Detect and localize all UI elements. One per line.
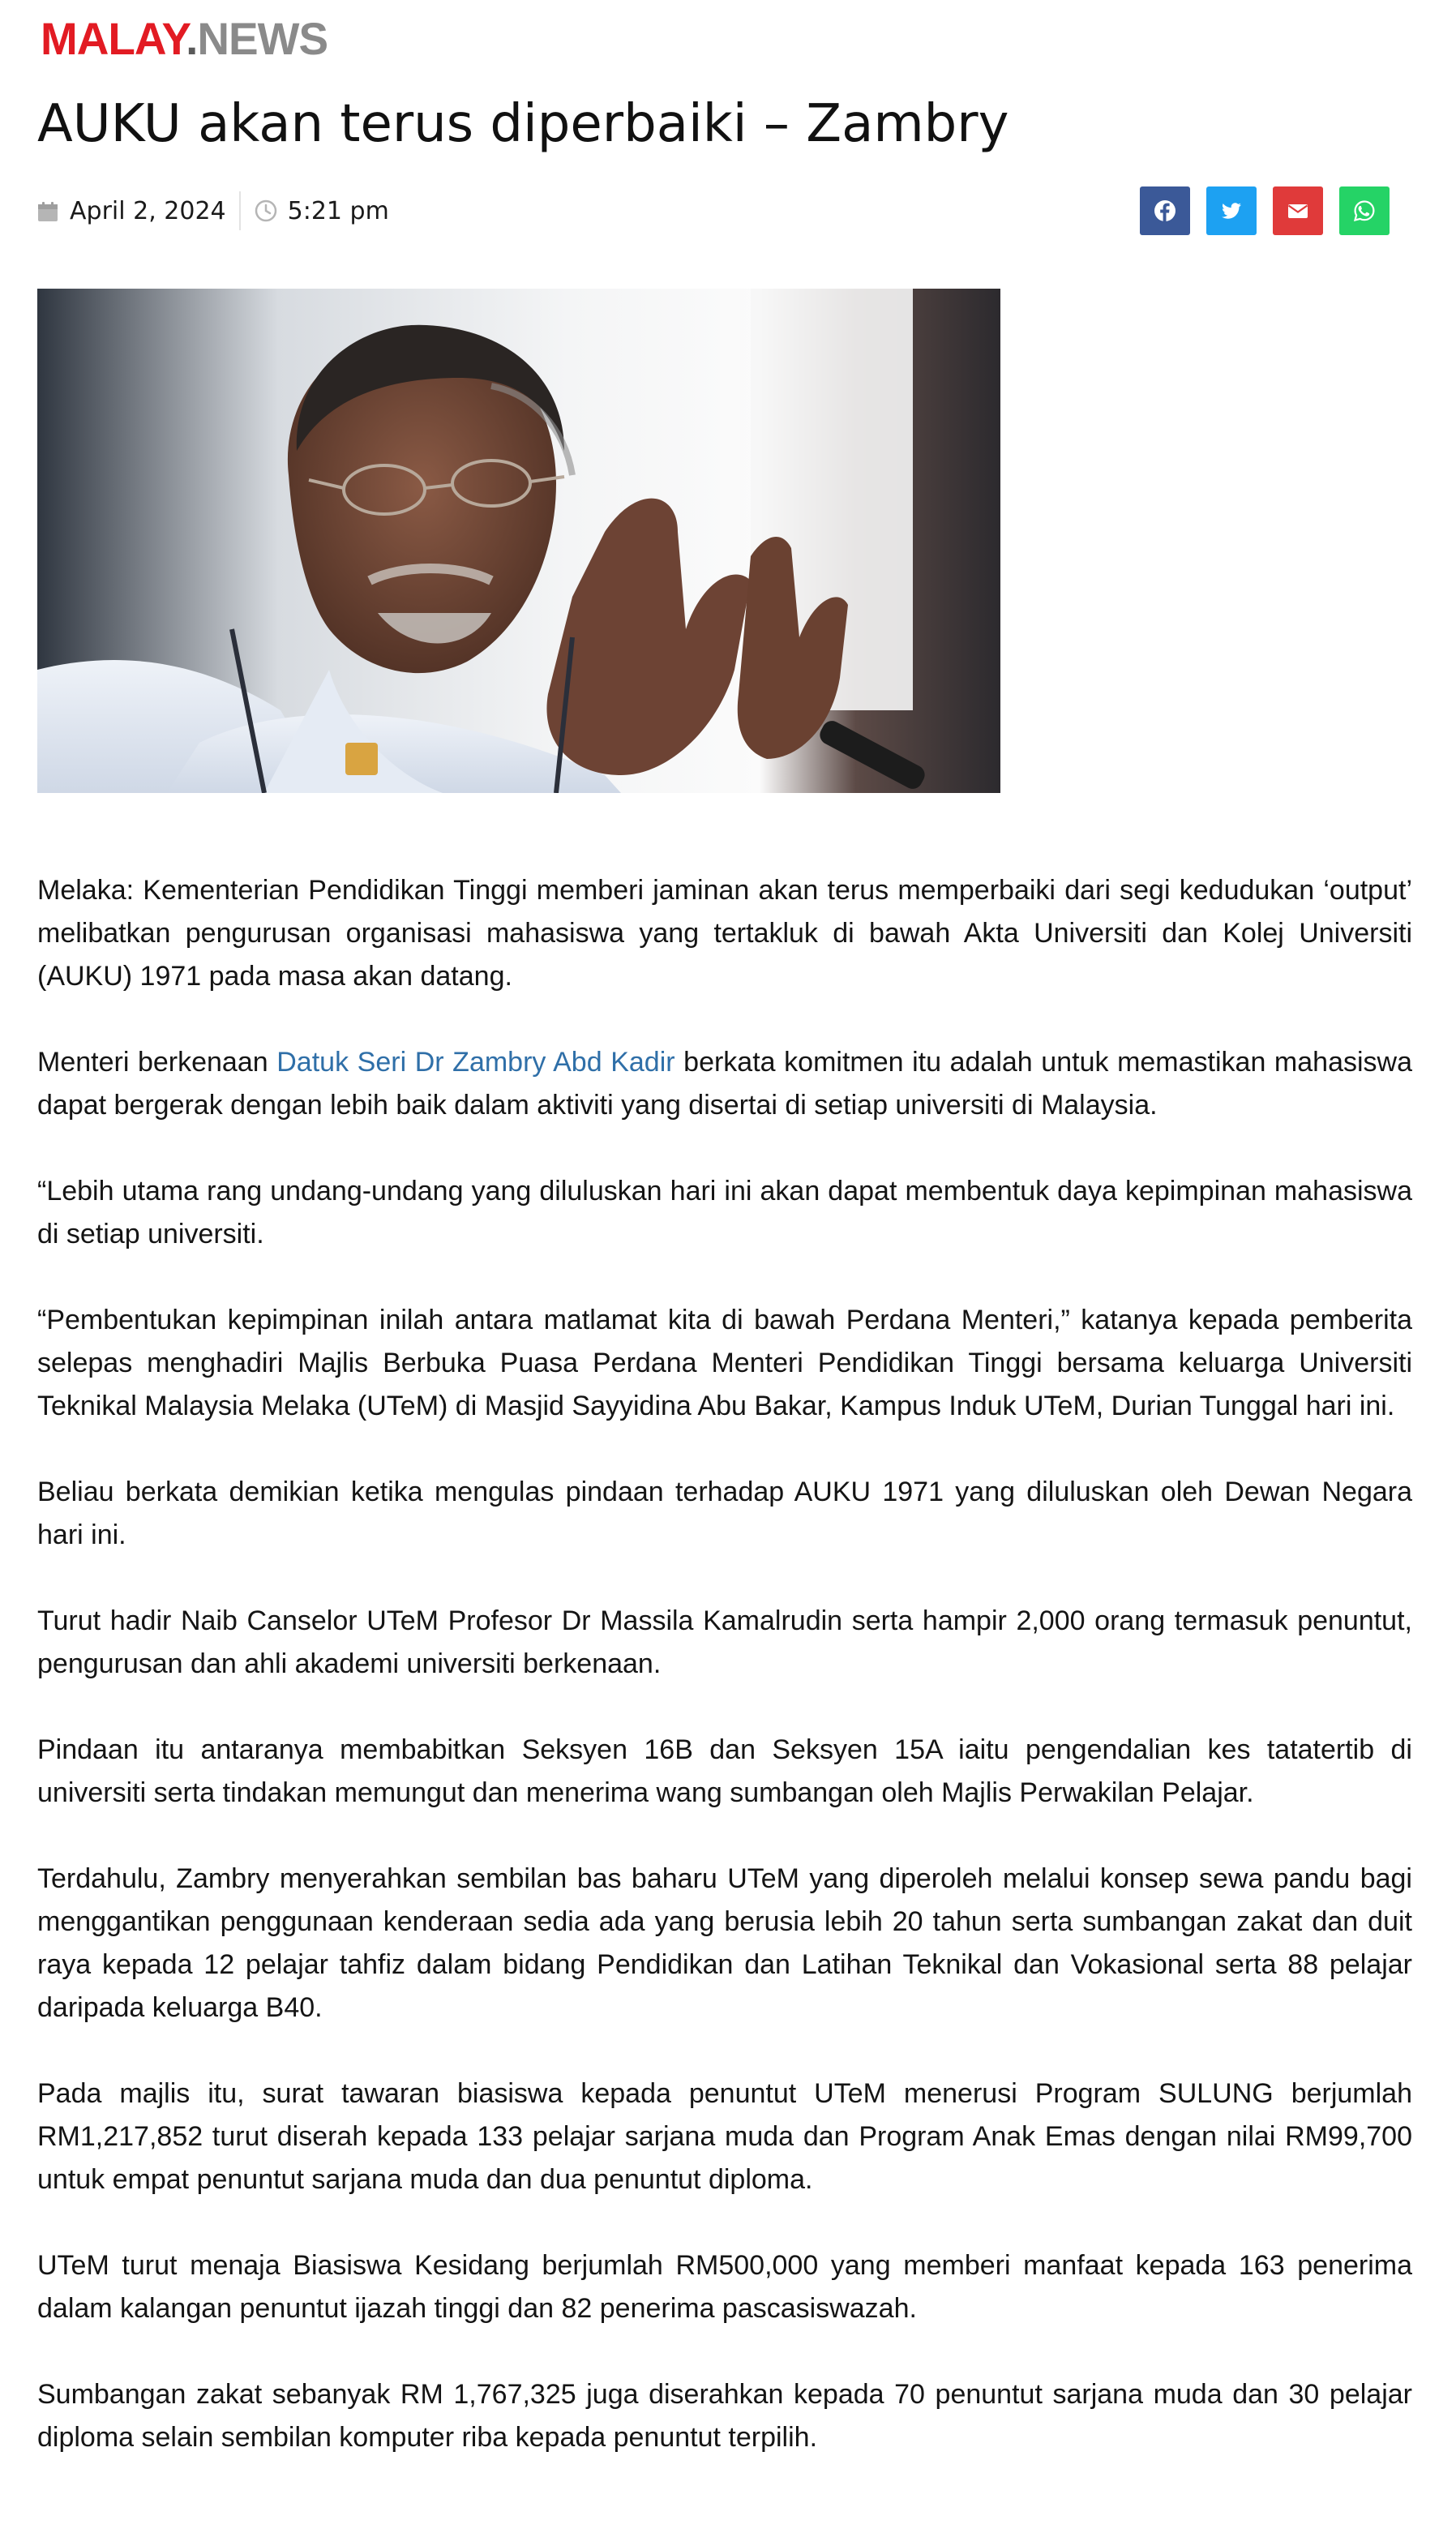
publish-date: April 2, 2024 xyxy=(70,196,226,225)
logo-malay: MALAY xyxy=(41,13,186,64)
date-item xyxy=(37,191,226,231)
time-item xyxy=(254,191,389,231)
paragraph-11: Sumbangan zakat sebanyak RM 1,767,325 juga diserahkan kepada 70 penuntut sarjana muda dan 30 pelajar diploma selain sembilan komputer riba kepada penuntut terpilih. xyxy=(37,2379,1412,2453)
paragraph-7: Pindaan itu antaranya membabitkan Seksyen 16B dan Seksyen 15A iaitu pengendalian kes tatatertib di universiti serta tindakan memungut dan menerima wang sumbangan oleh Majlis Perwakilan Pelajar. xyxy=(37,1734,1412,1808)
share-whatsapp-button[interactable] xyxy=(1339,186,1390,235)
clock-icon xyxy=(254,199,278,223)
paragraph-6: Turut hadir Naib Canselor UTeM Profesor Dr Massila Kamalrudin serta hampir 2,000 orang termasuk penuntut, pengurusan dan ahli akademi universiti berkenaan. xyxy=(37,1605,1412,1679)
paragraph-5: Beliau berkata demikian ketika mengulas pindaan terhadap AUKU 1971 yang diluluskan oleh Dewan Negara hari ini. xyxy=(37,1477,1412,1550)
calendar-icon xyxy=(37,200,58,221)
paragraph-4: “Pembentukan kepimpinan inilah antara matlamat kita di bawah Perdana Menteri,” katanya kepada pemberita selepas menghadiri Majlis Berbuka Puasa Perdana Menteri Pendidikan Tinggi bersama keluarga Universiti Teknikal Malaysia Melaka (UTeM) di Masjid Sayyidina Abu Bakar, Kampus Induk UTeM, Durian Tunggal hari ini. xyxy=(37,1305,1412,1421)
article-body xyxy=(37,869,1412,2502)
article-meta xyxy=(37,191,389,231)
share-bar xyxy=(1140,186,1390,235)
share-email-button[interactable] xyxy=(1273,186,1323,235)
paragraph-2 xyxy=(37,1041,1412,1127)
twitter-icon xyxy=(1219,199,1244,223)
zambry-photo xyxy=(37,289,1000,793)
author-link-zambry[interactable]: Datuk Seri Dr Zambry Abd Kadir xyxy=(276,1047,675,1078)
paragraph-3: “Lebih utama rang undang-undang yang diluluskan hari ini akan dapat membentuk daya kepimpinan mahasiswa di setiap universiti. xyxy=(37,1176,1412,1249)
email-icon xyxy=(1286,199,1310,223)
paragraph-10: UTeM turut menaja Biasiswa Kesidang berjumlah RM500,000 yang memberi manfaat kepada 163 penerima dalam kalangan penuntut ijazah tinggi dan 82 penerima pascasiswazah. xyxy=(37,2250,1412,2324)
article-title: AUKU akan terus diperbaiki – Zambry xyxy=(37,94,1009,154)
logo-news: NEWS xyxy=(197,13,328,64)
paragraph-1: Melaka: Kementerian Pendidikan Tinggi memberi jaminan akan terus memperbaiki dari segi kedudukan ‘output’ melibatkan pengurusan organisasi mahasiswa yang tertakluk di bawah Akta Universiti dan Kolej Universiti (AUKU) 1971 pada masa akan datang. xyxy=(37,875,1412,992)
whatsapp-icon xyxy=(1352,199,1377,223)
paragraph-8: Terdahulu, Zambry menyerahkan sembilan bas baharu UTeM yang diperoleh melalui konsep sewa pandu bagi menggantikan penggunaan kenderaan sedia ada yang berusia lebih 20 tahun serta sumbangan zakat dan duit raya kepada 12 pelajar tahfiz dalam bidang Pendidikan dan Latihan Teknikal dan Vokasional serta 88 pelajar daripada keluarga B40. xyxy=(37,1863,1412,2023)
publish-time: 5:21 pm xyxy=(287,196,389,225)
meta-divider xyxy=(239,191,241,230)
logo-dot: . xyxy=(186,13,198,64)
share-twitter-button[interactable] xyxy=(1206,186,1257,235)
article-photo xyxy=(37,289,1000,793)
paragraph-2-lead: Menteri berkenaan xyxy=(37,1047,277,1078)
paragraph-9: Pada majlis itu, surat tawaran biasiswa kepada penuntut UTeM menerusi Program SULUNG berjumlah RM1,217,852 turut diserah kepada 133 pelajar sarjana muda dan Program Anak Emas dengan nilai RM99,700 untuk empat penuntut sarjana muda dan dua penuntut diploma. xyxy=(37,2078,1412,2195)
share-facebook-button[interactable] xyxy=(1140,186,1190,235)
paragraph-2-rest: berkata komitmen itu adalah untuk memastikan mahasiswa dapat bergerak dengan lebih baik dalam aktiviti yang disertai di setiap universiti di Malaysia. xyxy=(37,1047,1413,1121)
facebook-icon xyxy=(1153,199,1177,223)
site-logo[interactable] xyxy=(41,15,328,63)
